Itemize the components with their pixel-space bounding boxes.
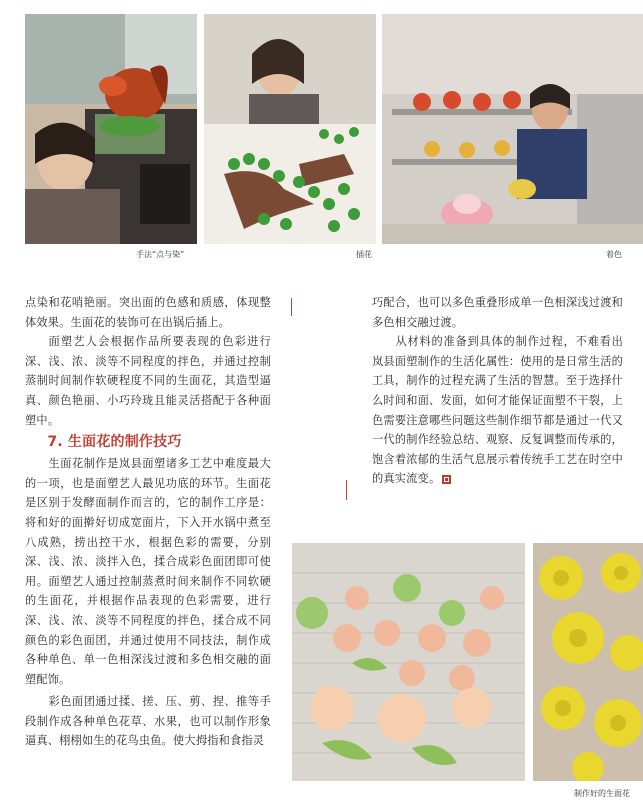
photo-caption: 制作好的生面花 — [574, 789, 630, 798]
photo-yellow-flowers — [533, 543, 643, 781]
paragraph-text: 从材料的准备到具体的制作过程，不难看出岚县面塑制作的生活化属性：使用的是日常生活的工具，制作的过程充满了生活的智慧。至于选择什么时间和面、发面，如何才能保证面塑不干裂，上色需要注意哪些问题这些制作细节都是通过一代又一代的制作经验总结、观察、反复调整而传承的，饱含着浓郁的生活气息展示着传统手工艺在时空中的真实流变。 — [372, 335, 623, 486]
photo-dough-flowers — [292, 543, 525, 781]
photo-flower-inserting — [204, 14, 376, 244]
photo-caption: 手法“点与染” — [136, 250, 185, 259]
section-heading: 7. 生面花的制作技巧 — [47, 434, 182, 451]
column-divider-top — [291, 298, 292, 316]
photo-caption: 着色 — [606, 250, 622, 259]
left-text-column — [25, 293, 271, 751]
paragraph: 点染和花哨艳丽。突出面的色感和质感，体现整体效果。生面花的装饰可在出锅后插上。 — [25, 296, 271, 329]
paragraph: 巧配合，也可以多色重叠形成单一色相深浅过渡和多色相交融过渡。 — [372, 296, 623, 329]
paragraph: 面塑艺人会根据作品所要表现的色彩进行深、浅、浓、淡等不同程度的拌色，并通过控制蒸制时间制作软硬程度不同的生面花，其造型逼真、颜色艳丽、小巧玲珑且能灵活搭配于各种面塑中。 — [25, 335, 271, 427]
end-mark-icon — [442, 475, 451, 484]
paragraph — [372, 332, 623, 489]
photo-caption: 插花 — [356, 250, 372, 259]
photo-coloring — [382, 14, 643, 244]
column-divider-bottom — [346, 480, 347, 500]
paragraph: 彩色面团通过揉、搓、压、剪、捏、推等手段制作成各种单色花草、水果，也可以制作形象逼真、栩栩如生的花鸟虫鱼。使大拇指和食指灵 — [25, 695, 271, 748]
paragraph: 生面花制作是岚县面塑诸多工艺中难度最大的一项，也是面塑艺人最见功底的环节。生面花是区别于发酵面制作而言的，它的制作工序是：将和好的面擀好切成宽面片，下入开水锅中煮至八成熟，捞出控干水，根据色彩的需要，分别深、浅、浓、淡拌入色，揉合成彩色面团即可使用。面塑艺人通过控制蒸煮时间来制作不同软硬的生面花，并根据作品表现的色彩需要，进行深、浅、浓、淡等不同程度的拌色，揉合成不同颜色的彩色面团，并通过使用不同技法，制作成各种单色、单一色相深浅过渡和多色相交融的面塑配饰。 — [25, 457, 271, 686]
photo-artisan-rooster — [25, 14, 197, 244]
right-text-column — [372, 293, 623, 489]
